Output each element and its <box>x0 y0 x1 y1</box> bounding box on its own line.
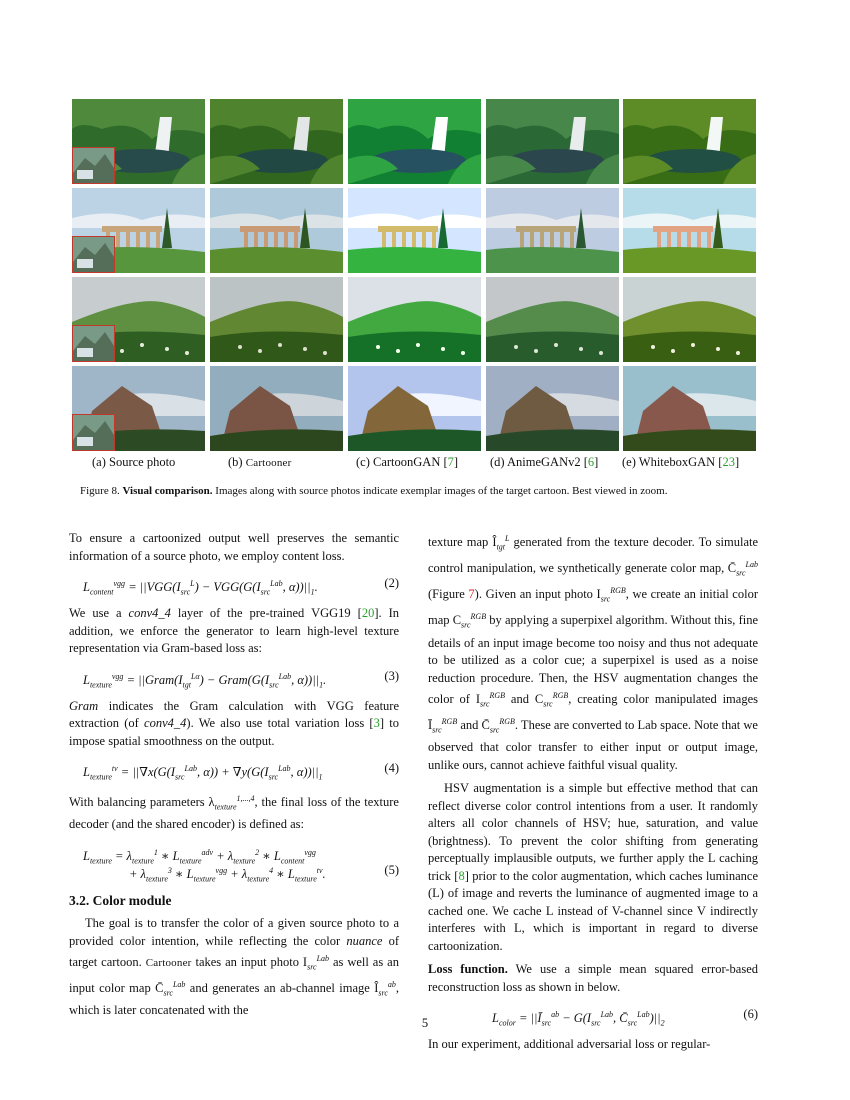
paragraph: To ensure a cartoonized output well preserves the semantic information of a source photo, we employ content loss. <box>69 531 399 563</box>
equation-2: $L_{content}^{vgg} = ||VGG(I_{src}^L) - VGG(G(I_{src}^{Lab}$, $\alpha))||_1$. (2) <box>83 576 399 597</box>
figure-image-cliff-col0 <box>72 366 205 451</box>
figure-image-waterfall-col0 <box>72 99 205 184</box>
figure-image-waterfall-col3 <box>486 99 619 184</box>
paragraph: Loss function. We use a simple mean squared error-based reconstruction loss as shown in below. <box>428 962 758 994</box>
paragraph: The goal is to transfer the color of a given source photo to a provided color intention, while reflecting the color nuance of target cartoon. Cartooner takes an input photo $I_{src}^{Lab}$ as well as an input color map $C̄_{src}^{Lab}$ and generates an ab-channel image $Î_{src}^{ab}$, which is later concatenated with the <box>69 916 399 1018</box>
figure-image-cliff-col2 <box>348 366 481 451</box>
citation-link[interactable]: 20 <box>361 606 375 620</box>
paragraph: With balancing parameters $\lambda_{texture}^{1,...,4}$, the final loss of the texture decoder (and the shared encoder) is defined as: <box>69 794 399 832</box>
figure-ref-link[interactable]: 7 <box>468 587 475 602</box>
paragraph: In our experiment, additional adversarial loss or regular- <box>428 1037 711 1052</box>
paragraph: Gram indicates the Gram calculation with VGG feature extraction (of conv4_4). We also use total variation loss [3] to impose spatial smoothness on the output. <box>69 698 399 748</box>
paragraph: texture map $Î_{tgt}^L$ generated from the texture decoder. To simulate control manipulation, we synthetically generate color map, $C̄_{src}^{Lab}$ (Figure 7). Given an input photo $I_{src}^{RGB}$, we create an initial color map $C_{src}^{RGB}$ by applying a superpixel algorithm. Without this, fine details of an input image become too noisy and thus not adequate to be utilized as a color cue; a superpixel is used as a noise reduction procedure. Then, the HSV augmentation changes the color of $I_{src}^{RGB}$ and $C_{src}^{RGB}$, creating color manipulated images $Ī_{src}^{RGB}$ and $C̄_{src}^{RGB}$. These are converted to Lab space. Note that we observed that color transfer to either input or output image, unlike ours, cannot achieve faithful visual quality. <box>428 534 759 772</box>
exemplar-inset <box>72 325 115 362</box>
citation-link[interactable]: 7 <box>447 455 454 469</box>
figure-image-cliff-col4 <box>623 366 756 451</box>
equation-3: $L_{texture}^{vgg}$ = $||Gram(I_{tgt}^{L\alpha})$ − $Gram(G(I_{src}^{Lab}$, $\alpha))||_1$. (3) <box>83 668 399 690</box>
figure-image-waterfall-col4 <box>623 99 756 184</box>
figure-image-hill-col1 <box>210 277 343 362</box>
figure-image-waterfall-col2 <box>348 99 481 184</box>
figure-image-temple-col3 <box>486 188 619 273</box>
col-label-cartoongan: (c) CartoonGAN [7] <box>356 455 459 469</box>
figure-image-hill-col3 <box>486 277 619 362</box>
citation-link[interactable]: 8 <box>458 868 465 883</box>
figure-image-hill-col2 <box>348 277 481 362</box>
figure-image-temple-col2 <box>348 188 481 273</box>
figure-caption: Figure 8. Visual comparison. Images along with source photos indicate exemplar images of the target cartoon. Best viewed in zoom. <box>80 485 668 497</box>
equation-5: $L_{texture} = \lambda_{texture}^1$ ∗ $L_{texture}^{adv} + \lambda_{texture}^2$ ∗ $L_{content}^{vgg}$ + $\lambda_{texture}^3$ ∗ $L_{texture}^{vgg} + \lambda_{texture}^4$ ∗ $L_{texture}^{tv}$. (5) <box>83 847 399 884</box>
col-label-animeganv2: (d) AnimeGANv2 [6] <box>490 455 599 469</box>
right-column <box>428 530 758 1060</box>
section-heading: 3.2. Color module <box>69 892 172 908</box>
exemplar-inset <box>72 236 115 273</box>
col-label-cartooner: (b) Cartooner <box>228 455 292 469</box>
paragraph: We use a conv4_4 layer of the pre-trained VGG19 [20]. In addition, we enforce the generator to learn high-level texture representation via Gram-based loss as: <box>69 606 399 655</box>
left-column <box>69 530 399 1026</box>
figure-image-temple-col0 <box>72 188 205 273</box>
figure-image-temple-col1 <box>210 188 343 273</box>
equation-4: $L_{texture}^{tv} = ||\nabla x(G(I_{src}^{Lab}$, $\alpha)) + \nabla y(G(I_{src}^{Lab}$, $\alpha))||_1$ (4) <box>83 761 399 782</box>
figure-image-waterfall-col1 <box>210 99 343 184</box>
exemplar-inset <box>72 414 115 451</box>
page-number: 5 <box>421 1016 429 1030</box>
citation-link[interactable]: 6 <box>587 455 595 469</box>
figure-image-temple-col4 <box>623 188 756 273</box>
citation-link[interactable]: 23 <box>722 455 735 469</box>
figure-image-cliff-col3 <box>486 366 619 451</box>
col-label-source: (a) Source photo <box>92 455 176 469</box>
figure-8-image-grid <box>72 99 756 451</box>
figure-image-hill-col4 <box>623 277 756 362</box>
col-label-whiteboxgan: (e) WhiteboxGAN [23] <box>622 455 740 469</box>
paragraph: HSV augmentation is a simple but effective method that can reflect diverse color control intentions from a user. It randomly alters all color channels of HSV; hue, saturation, and value (brightness). To prevent the color shifting from generating perceptually implausible outputs, we further apply the L caching trick [8] prior to the color augmentation, which caches luminance (L) of image and reverts the luminance of augmented image to a cached one. We cache L instead of V-channel since V indirectly interferes with L, which is important in regard to diverse cartoonization. <box>428 781 758 953</box>
figure-image-hill-col0 <box>72 277 205 362</box>
exemplar-inset <box>72 147 115 184</box>
figure-image-cliff-col1 <box>210 366 343 451</box>
citation-link[interactable]: 3 <box>373 716 380 730</box>
equation-6: $L_{color}$ = $||Ī_{src}^{ab} - G(I_{src}^{Lab}$, $C̄_{src}^{Lab})||_2$ (6) <box>492 1007 758 1029</box>
